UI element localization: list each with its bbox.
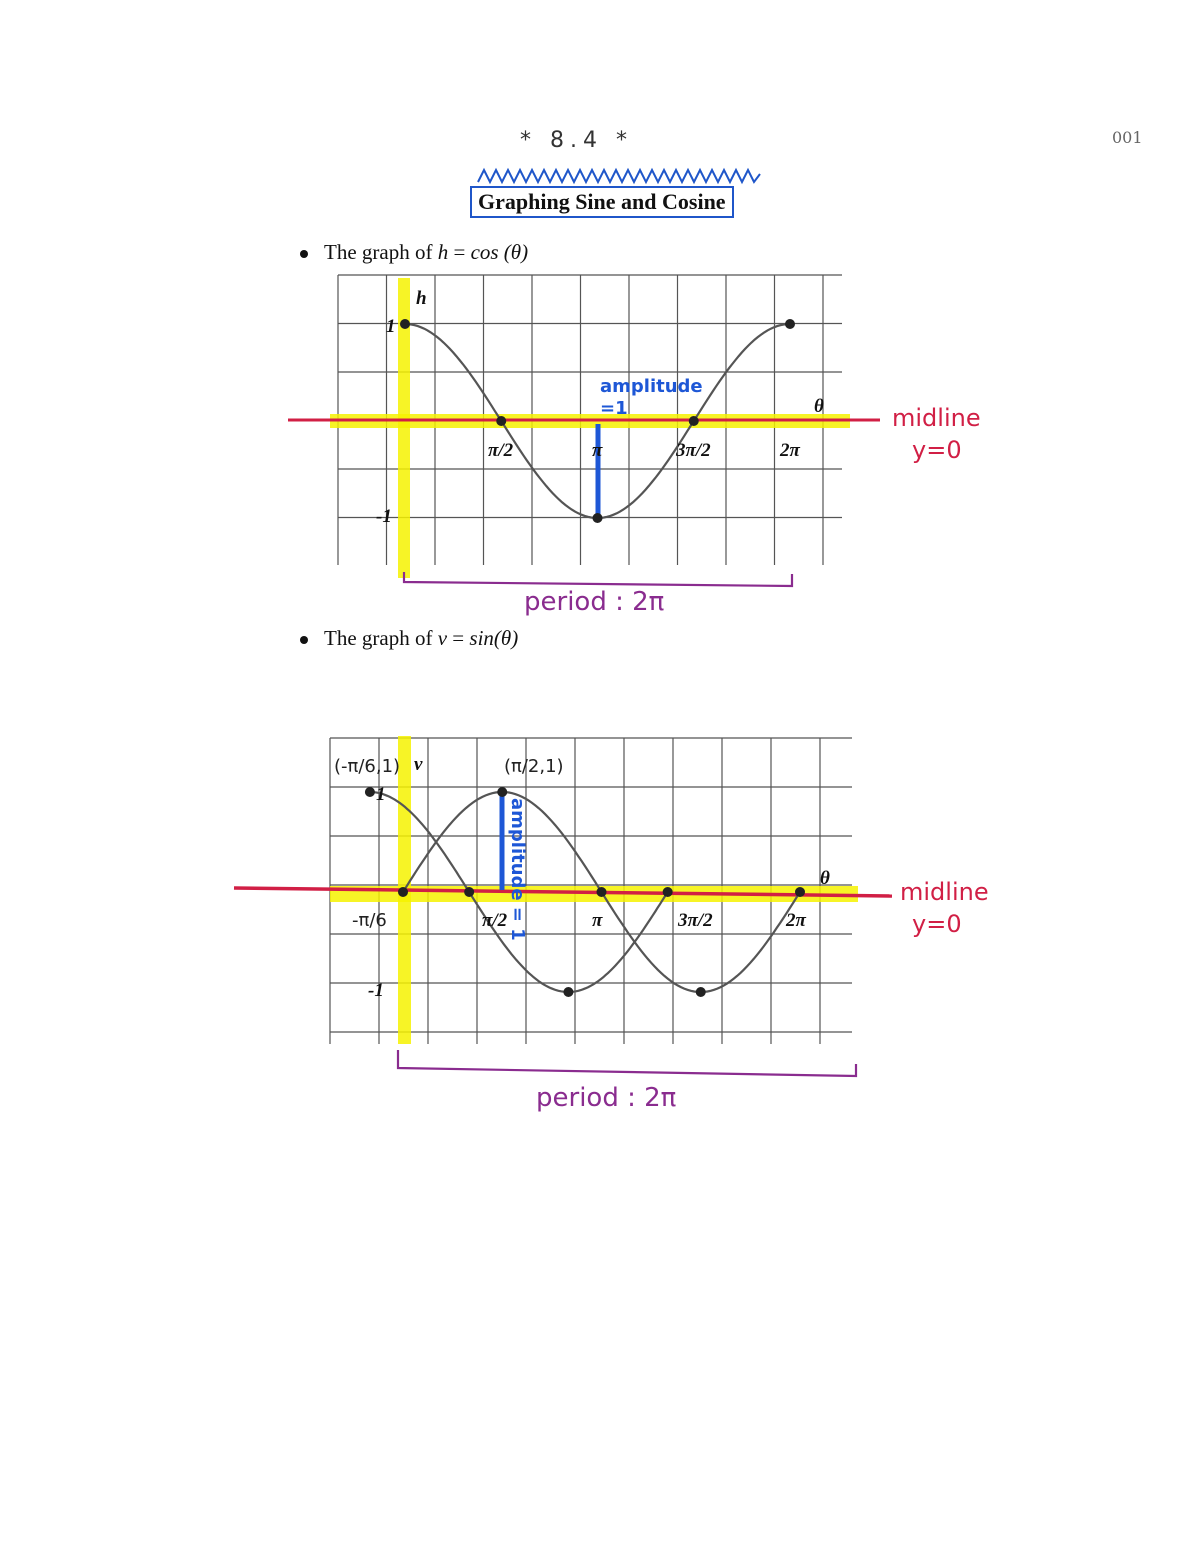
sin-data-point [597,887,607,897]
sin-period-label: period : 2π [536,1083,677,1113]
sin-data-point [497,787,507,797]
cos-xtick-pi2: π/2 [488,440,514,461]
sin-midline-label: midline [900,878,989,906]
sin-theta-label: θ [820,868,830,889]
cos-xtick-pi: π [592,440,603,461]
shift-data-point [663,887,673,897]
shift-data-point [563,987,573,997]
cos-ytick-neg1: -1 [376,506,392,527]
sin-xtick-3pi2: 3π/2 [678,910,713,931]
sin-ytick-neg1: -1 [368,980,384,1001]
sin-data-point [795,887,805,897]
sin-point-left-label: (-π/6,1) [334,756,401,777]
bullet-var: v [437,626,448,650]
shift-data-point [464,887,474,897]
sin-ytick-1: 1 [376,784,386,805]
cos-amplitude-label: amplitude [600,376,703,397]
cos-xtick-3pi2: 3π/2 [676,440,711,461]
bullet-func: cos (θ) [470,240,529,264]
bullet-equals: = [447,626,470,650]
bullet-text: The graph of [324,240,438,264]
cos-amplitude-value: =1 [600,398,628,419]
sin-point-top-label: (π/2,1) [504,756,564,777]
shift-data-point [365,787,375,797]
section-number-mark: * 8.4 * [520,128,633,153]
sin-data-point [696,987,706,997]
cos-xtick-2pi: 2π [780,440,800,461]
sin-axis-label: v [414,754,423,775]
sin-data-point [398,887,408,897]
cos-period-label: period : 2π [524,587,665,617]
cos-axis-label: h [416,288,427,309]
cos-ytick-1: 1 [386,316,396,337]
cos-theta-label: θ [814,396,824,417]
page-title: Graphing Sine and Cosine [470,186,734,218]
bullet-var: h [437,240,449,264]
bullet-text: The graph of [324,626,438,650]
bullet-equals: = [448,240,471,264]
sin-midline-eq: y=0 [912,910,962,938]
sin-xtick-pi2: π/2 [482,910,508,931]
sin-xtick-pi: π [592,910,603,931]
sin-period-bracket [398,1050,856,1076]
cos-midline-label: midline [892,404,981,432]
cos-midline-eq: y=0 [912,436,962,464]
page-corner-mark: 001 [1112,128,1143,147]
sin-xtick-2pi: 2π [786,910,806,931]
sin-amplitude-label: amplitude = 1 [507,798,528,941]
sin-neg-tick: -π/6 [352,910,387,931]
bullet-func: sin(θ) [469,626,519,650]
